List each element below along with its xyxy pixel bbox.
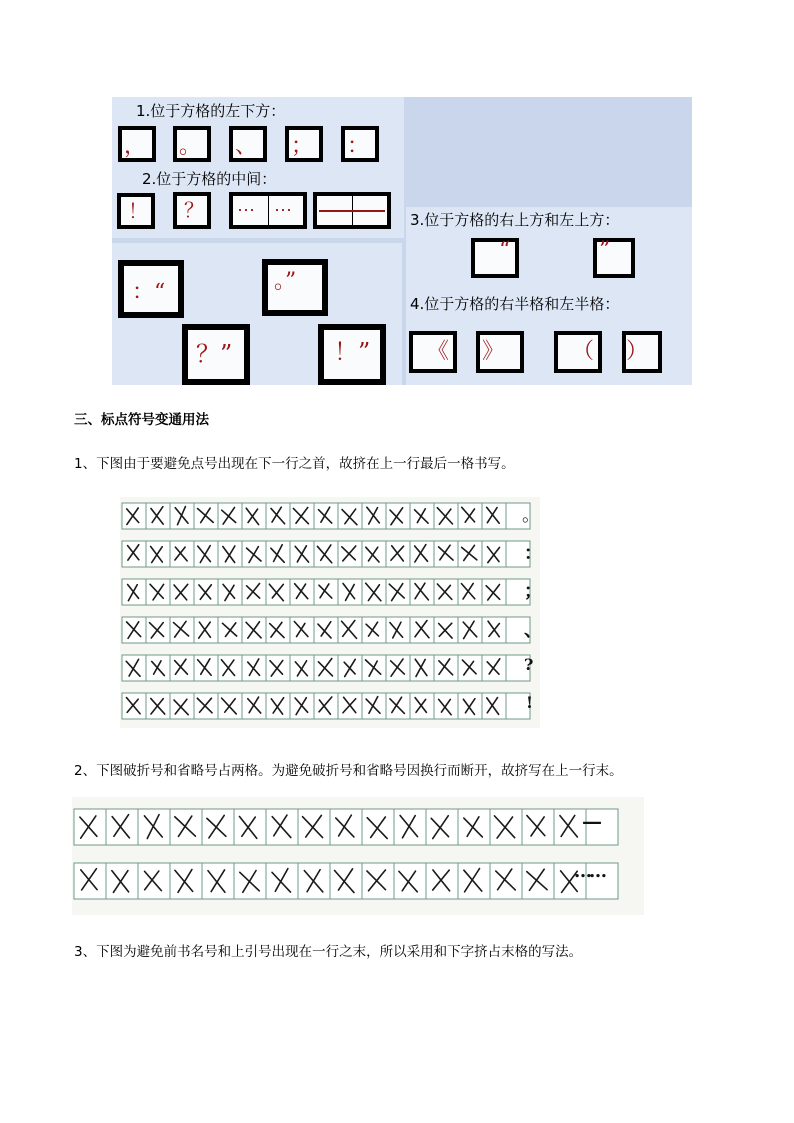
close-paren-mark: ） bbox=[626, 339, 649, 364]
punctuation-diagram bbox=[112, 97, 692, 385]
paragraph-2: 2、下图破折号和省略号占两格。为避免破折号和省略号因换行而断开，故挤写在上一行末。 bbox=[74, 763, 623, 779]
semicolon-mark: ； bbox=[291, 134, 314, 159]
ellipsis-mark-2: ⋯ bbox=[274, 200, 292, 221]
grid-cell bbox=[426, 809, 458, 845]
grid-cell bbox=[194, 655, 218, 681]
handwriting-grid-1-drawing bbox=[120, 497, 540, 728]
exclamation-mark: ！ bbox=[128, 199, 148, 223]
grid-box-ellipsis bbox=[229, 192, 307, 229]
grid-cell bbox=[362, 693, 386, 719]
handwriting-grid-2-drawing bbox=[72, 797, 644, 915]
grid-box-question-quote bbox=[182, 324, 250, 385]
comma-mark: ， bbox=[124, 134, 147, 159]
row-end-mark-colon: ： bbox=[524, 543, 542, 564]
grid-cell bbox=[314, 541, 338, 567]
open-book-title-mark: 《 bbox=[427, 339, 450, 364]
row-end-mark-exclamation: ! bbox=[526, 693, 534, 712]
grid-box-period-quote bbox=[262, 259, 328, 316]
section-heading: 三、标点符号变通用法 bbox=[74, 412, 209, 428]
row-end-mark-dash: — bbox=[582, 809, 602, 833]
grid-box-open-book-title bbox=[409, 331, 457, 373]
grid-box-close-quote bbox=[593, 238, 635, 278]
row-end-mark-ellipsis: …… bbox=[574, 861, 604, 882]
grid-box-close-paren bbox=[622, 331, 662, 373]
grid-cell bbox=[314, 693, 338, 719]
enumeration-comma-mark: 、 bbox=[235, 134, 258, 159]
open-paren-mark: （ bbox=[572, 339, 595, 364]
grid-box-open-quote bbox=[471, 238, 519, 278]
grid-cell bbox=[170, 863, 202, 899]
grid-cell bbox=[386, 617, 410, 643]
grid-cell bbox=[266, 617, 290, 643]
label-position-3: 3.位于方格的右上方和左上方： bbox=[410, 211, 620, 229]
grid-box-comma bbox=[118, 126, 156, 162]
grid-cell bbox=[218, 655, 242, 681]
period-mark: 。 bbox=[179, 134, 202, 159]
grid-box-dash bbox=[313, 192, 391, 229]
grid-cell bbox=[146, 503, 170, 529]
row-end-mark-period: 。 bbox=[522, 505, 540, 526]
dash-line bbox=[319, 210, 385, 212]
grid-box-semicolon bbox=[285, 126, 323, 162]
grid-cell bbox=[386, 503, 410, 529]
handwriting-grid-1 bbox=[120, 497, 540, 728]
close-book-title-mark: 》 bbox=[482, 339, 505, 364]
grid-cell bbox=[482, 693, 506, 719]
handwriting-grid-2 bbox=[72, 797, 644, 915]
close-quote-mark: ” bbox=[599, 238, 611, 263]
grid-cell bbox=[106, 863, 138, 899]
row-end-mark-semicolon: ； bbox=[524, 581, 542, 602]
grid-box-exclamation-quote bbox=[318, 324, 386, 385]
grid-cell bbox=[434, 579, 458, 605]
question-mark: ？ bbox=[184, 198, 204, 222]
colon-mark: ： bbox=[347, 134, 370, 159]
colon-quote-mark: ：“ bbox=[132, 280, 166, 305]
grid-cell bbox=[330, 863, 362, 899]
grid-cell bbox=[202, 809, 234, 845]
grid-box-exclamation bbox=[117, 193, 155, 229]
grid-cell bbox=[330, 809, 362, 845]
paragraph-1: 1、下图由于要避免点号出现在下一行之首，故挤在上一行最后一格书写。 bbox=[74, 456, 515, 472]
question-quote-mark: ？” bbox=[196, 340, 233, 368]
grid-box-enumeration-comma bbox=[229, 126, 267, 162]
grid-cell bbox=[242, 503, 266, 529]
grid-cell bbox=[106, 809, 138, 845]
grid-box-colon-quote bbox=[118, 260, 184, 318]
grid-cell bbox=[74, 809, 106, 845]
grid-cell bbox=[394, 863, 426, 899]
grid-cell bbox=[218, 503, 242, 529]
exclamation-quote-mark: ！” bbox=[334, 338, 371, 366]
grid-cell bbox=[234, 809, 266, 845]
open-quote-mark: “ bbox=[499, 238, 511, 263]
grid-cell bbox=[266, 863, 298, 899]
grid-box-colon bbox=[341, 126, 379, 162]
grid-box-question bbox=[173, 192, 211, 229]
grid-box-close-book-title bbox=[476, 331, 524, 373]
ellipsis-mark-1: ⋯ bbox=[237, 200, 255, 221]
grid-box-open-paren bbox=[554, 331, 602, 373]
grid-box-period bbox=[173, 126, 211, 162]
grid-cell bbox=[314, 503, 338, 529]
grid-cell bbox=[314, 655, 338, 681]
grid-cell bbox=[458, 809, 490, 845]
row-end-mark-question: ? bbox=[524, 655, 534, 674]
period-quote-mark: 。” bbox=[274, 269, 297, 294]
label-position-4: 4.位于方格的右半格和左半格： bbox=[410, 295, 620, 313]
grid-cell bbox=[362, 617, 386, 643]
label-position-2: 2.位于方格的中间： bbox=[142, 170, 277, 188]
label-position-1: 1.位于方格的左下方： bbox=[136, 102, 286, 120]
row-end-mark-enumeration-comma: 、 bbox=[524, 620, 542, 641]
paragraph-3: 3、下图为避免前书名号和上引号出现在一行之末，所以采用和下字挤占末格的写法。 bbox=[74, 944, 583, 960]
